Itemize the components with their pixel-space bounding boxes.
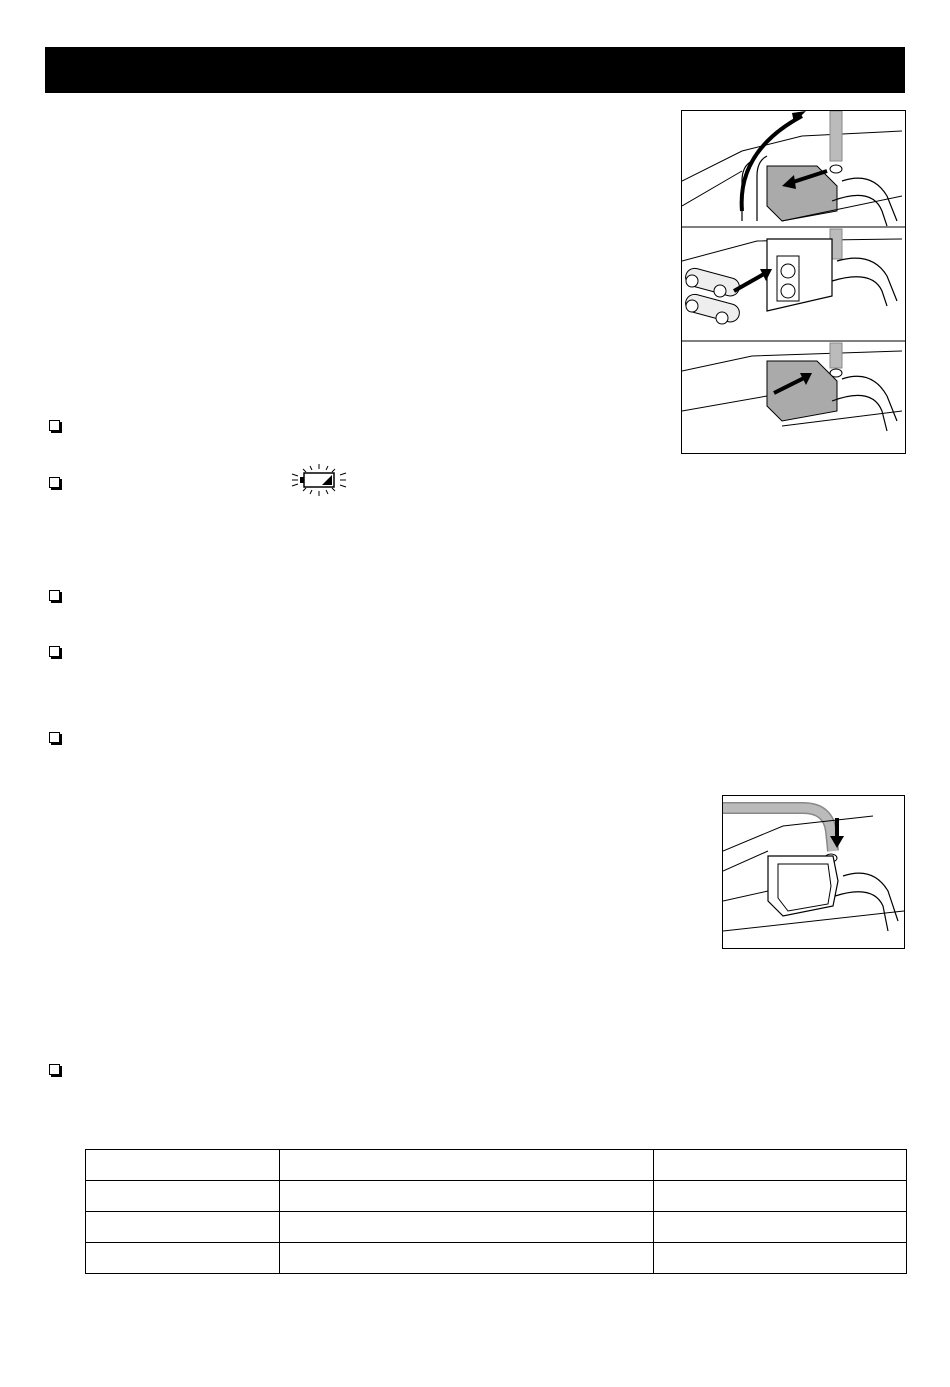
table-cell [280, 1150, 654, 1181]
table-cell [654, 1181, 907, 1212]
low-battery-blinking-icon [290, 464, 350, 496]
table-cell [86, 1181, 280, 1212]
table-cell [86, 1212, 280, 1243]
table-cell [280, 1181, 654, 1212]
table-row [86, 1243, 907, 1274]
checklist-checkbox-6 [49, 1064, 60, 1075]
checklist-checkbox-1 [49, 420, 60, 431]
step-close-cover-panel [682, 343, 902, 431]
spec-table [85, 1149, 907, 1274]
table-row [86, 1150, 907, 1181]
table-cell [280, 1212, 654, 1243]
cord-insertion-figure [722, 795, 905, 949]
table-row [86, 1181, 907, 1212]
checklist-checkbox-5 [49, 732, 60, 743]
step-open-cover-panel [682, 111, 905, 227]
section-header-bar [45, 47, 905, 93]
checklist-checkbox-2 [49, 477, 60, 488]
step-insert-batteries-panel [682, 229, 905, 341]
table-cell [86, 1150, 280, 1181]
battery-installation-figure [681, 110, 906, 454]
table-cell [86, 1243, 280, 1274]
checklist-checkbox-4 [49, 646, 60, 657]
table-cell [654, 1150, 907, 1181]
table-cell [654, 1243, 907, 1274]
table-cell [654, 1212, 907, 1243]
table-cell [280, 1243, 654, 1274]
table-row [86, 1212, 907, 1243]
checklist-checkbox-3 [49, 590, 60, 601]
